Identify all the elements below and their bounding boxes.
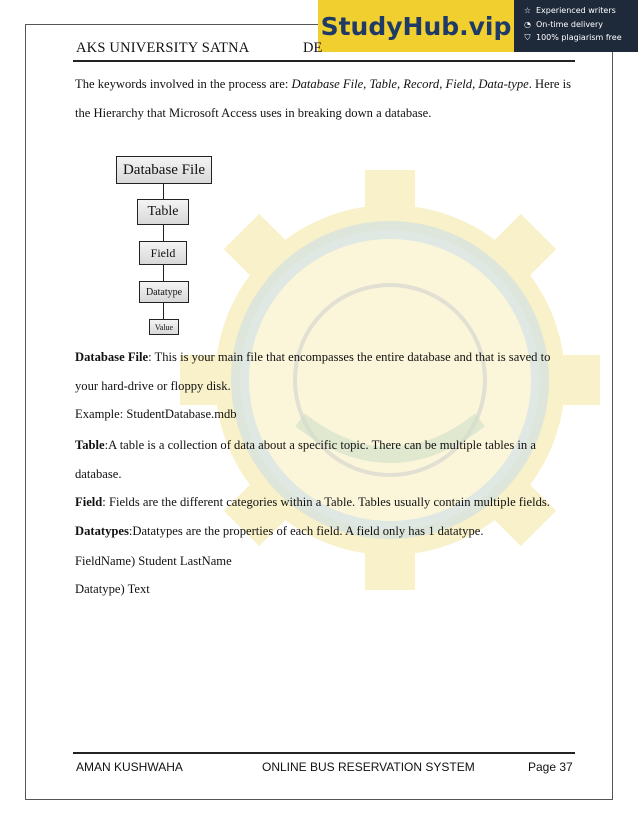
table-definition: :A table is a collection of data about a specific topic. There can be multiple tables in a	[104, 438, 536, 452]
shield-icon: ⛉	[524, 33, 531, 42]
star-icon: ☆	[523, 6, 532, 15]
header-rule	[73, 60, 575, 62]
datatypes-term: Datatypes	[75, 524, 129, 538]
database-file-definition: : This is your main file that encompasses the entire database and that is saved to	[148, 350, 551, 364]
footer-page-number: Page 37	[528, 760, 573, 774]
studyhub-logo[interactable]: StudyHub.vip	[318, 0, 514, 52]
example-line: Example: StudentDatabase.mdb	[75, 407, 237, 421]
banner-feature	[522, 4, 638, 18]
diagram-datatype: Datatype	[139, 281, 189, 303]
footer-author: AMAN KUSHWAHA	[76, 760, 183, 774]
footer-rule	[73, 752, 575, 754]
diagram-connector	[163, 184, 164, 199]
banner-feature	[522, 18, 638, 32]
field-definition: : Fields are the different categories within a Table. Tables usually contain multiple fields.	[102, 495, 550, 509]
field-term: Field	[75, 495, 103, 509]
studyhub-banner[interactable]	[318, 0, 638, 52]
intro-line-2: the Hierarchy that Microsoft Access uses in breaking down a database.	[75, 106, 432, 120]
database-file-line-2: your hard-drive or floppy disk.	[75, 379, 231, 393]
intro-suffix: . Here is	[528, 77, 572, 91]
diagram-connector	[163, 225, 164, 241]
fieldname-example: FieldName) Student LastName	[75, 554, 232, 568]
hierarchy-diagram	[113, 148, 213, 348]
banner-feature	[522, 31, 638, 45]
table-term: Table	[75, 438, 105, 452]
table-paragraph	[75, 437, 572, 453]
diagram-field: Field	[139, 241, 187, 265]
banner-feature-label: 100% plagiarism free	[536, 33, 622, 42]
datatype-example: Datatype) Text	[75, 582, 150, 596]
datatypes-definition: :Datatypes are the properties of each field. A field only has 1 datatype.	[128, 524, 484, 538]
table-line-2: database.	[75, 467, 122, 481]
footer-project: ONLINE BUS RESERVATION SYSTEM	[262, 760, 475, 774]
intro-keywords: Database File, Table, Record, Field, Data-type	[291, 77, 529, 91]
diagram-database-file: Database File	[116, 156, 212, 184]
database-file-paragraph	[75, 349, 572, 365]
database-file-term: Database File	[75, 350, 149, 364]
banner-feature-label: Experienced writers	[536, 6, 616, 15]
header-department-fragment: DE	[303, 40, 323, 56]
diagram-connector	[163, 303, 164, 319]
field-paragraph	[75, 494, 572, 510]
intro-prefix: The keywords involved in the process are:	[75, 77, 292, 91]
clock-icon: ◔	[524, 19, 531, 29]
banner-feature-label: On-time delivery	[536, 19, 603, 29]
diagram-value: Value	[149, 319, 179, 335]
diagram-connector	[163, 265, 164, 281]
intro-paragraph	[75, 76, 572, 92]
banner-features	[514, 0, 638, 52]
diagram-table: Table	[137, 199, 189, 225]
datatypes-paragraph	[75, 523, 572, 539]
header-university: AKS UNIVERSITY SATNA	[76, 40, 250, 56]
